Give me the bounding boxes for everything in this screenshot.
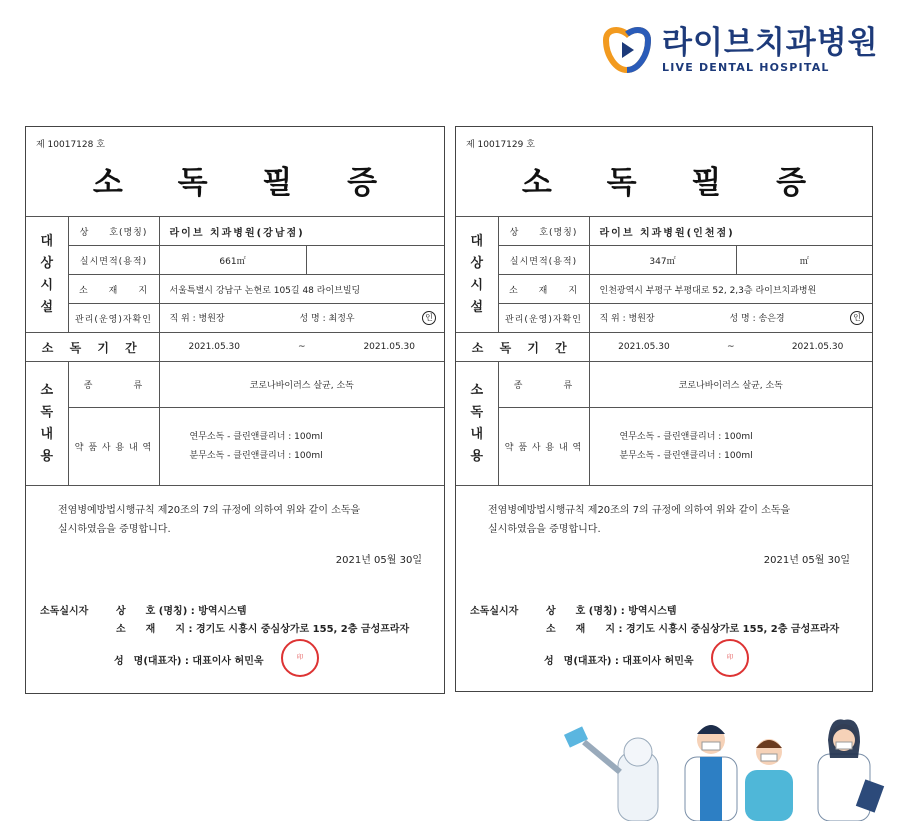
- seal-mark: 인: [422, 311, 436, 325]
- address-label: 소 재 지: [508, 285, 579, 296]
- statement-line: 실시하였음을 증명합니다.: [488, 524, 601, 535]
- nurse-figure: [745, 739, 793, 821]
- period-from: 2021.05.30: [618, 342, 670, 352]
- chemical-item: 분무소독 - 클린앤클리너 : 100ml: [189, 450, 323, 461]
- period-separator: ~: [297, 342, 306, 352]
- implementer-name-label: 상 호 (명칭) :: [546, 606, 625, 617]
- representative-name: 대표이사 허민욱: [192, 656, 264, 667]
- chemical-item: 분무소독 - 클린앤클리너 : 100ml: [619, 450, 753, 461]
- statement-line: 전염병예방법시행규칙 제20조의 7의 규정에 의하여 위와 같이 소독을: [488, 505, 791, 516]
- implementer-address: 경기도 시흥시 중심상가로 155, 2층 금성프라자: [195, 624, 410, 635]
- content-section-label: [26, 362, 68, 486]
- disinfection-certificate: [455, 126, 873, 692]
- chemical-label: 약 품 사 용 내 역: [74, 443, 153, 453]
- tooth-play-icon: [600, 26, 654, 74]
- hazmat-worker-figure: [564, 726, 658, 821]
- content-label: 소 독 내 용: [40, 382, 54, 464]
- certificate-table: [26, 216, 444, 486]
- facility-name: 라이브 치과병원(강남점): [169, 227, 305, 239]
- facility-section-label: [26, 217, 68, 333]
- implementer-name-label: 상 호 (명칭) :: [116, 606, 195, 617]
- implementer-info: [40, 603, 409, 671]
- name-label: 상 호(명칭): [79, 227, 148, 238]
- facility-address: 서울특별시 강남구 논현로 105길 48 라이브빌딩: [169, 285, 361, 296]
- representative-label: 성 명(대표자) :: [544, 656, 619, 667]
- implementer-name: 방역시스템: [198, 606, 247, 617]
- certificate-number: 제 10017128 호: [36, 140, 105, 150]
- area-label: 실시면적(용적): [509, 256, 578, 267]
- manager-position: 직 위 : 병원장: [599, 314, 655, 324]
- disinfection-kind: 코로나바이러스 살균, 소독: [678, 381, 783, 391]
- manager-name: 성 명 : 최정우: [299, 314, 355, 324]
- kind-label: 종 류: [83, 381, 144, 391]
- certificate-table: [456, 216, 872, 486]
- certification-statement: [58, 501, 360, 539]
- seal-mark: 인: [850, 311, 864, 325]
- chemical-item: 연무소독 - 클린앤클리너 : 100ml: [189, 431, 323, 442]
- area-volume-value: ㎡: [799, 256, 809, 267]
- area-label: 실시면적(용적): [79, 256, 148, 267]
- content-section-label: [456, 362, 498, 486]
- logo-name-ko: 라이브치과병원: [662, 24, 879, 61]
- content-label: 소 독 내 용: [470, 382, 484, 464]
- issue-date: 2021년 05월 30일: [763, 555, 850, 566]
- manager-position: 직 위 : 병원장: [169, 314, 225, 324]
- area-value: 661㎡: [219, 256, 246, 267]
- implementer-label: 소독실시자: [470, 606, 519, 617]
- manager-label: 관리(운영)자확인: [505, 314, 582, 325]
- implementer-address: 경기도 시흥시 중심상가로 155, 2층 금성프라자: [625, 624, 840, 635]
- implementer-name: 방역시스템: [628, 606, 677, 617]
- area-value: 347㎡: [649, 256, 676, 267]
- female-doctor-figure: [818, 719, 884, 821]
- representative-name: 대표이사 허민욱: [622, 656, 694, 667]
- kind-label: 종 류: [513, 381, 574, 391]
- period-to: 2021.05.30: [363, 342, 415, 352]
- chemical-label: 약 품 사 용 내 역: [504, 443, 583, 453]
- implementer-address-label: 소 재 지 :: [116, 624, 193, 635]
- name-label: 상 호(명칭): [509, 227, 578, 238]
- representative-label: 성 명(대표자) :: [114, 656, 189, 667]
- statement-line: 실시하였음을 증명합니다.: [58, 524, 171, 535]
- manager-name: 성 명 : 송은경: [729, 314, 785, 324]
- disinfection-kind: 코로나바이러스 살균, 소독: [249, 381, 354, 391]
- facility-address: 인천광역시 부평구 부평대로 52, 2,3층 라이브치과병원: [599, 285, 817, 296]
- chemical-item: 연무소독 - 클린앤클리너 : 100ml: [619, 431, 753, 442]
- statement-line: 전염병예방법시행규칙 제20조의 7의 규정에 의하여 위와 같이 소독을: [58, 505, 361, 516]
- issue-date: 2021년 05월 30일: [335, 555, 422, 566]
- period-label: 소 독 기 간: [471, 340, 573, 355]
- disinfection-certificate: [25, 126, 445, 694]
- implementer-label: 소독실시자: [40, 606, 89, 617]
- period-label: 소 독 기 간: [41, 340, 143, 355]
- company-seal-stamp: 印: [711, 639, 749, 677]
- certificate-title: 소 독 필 증: [92, 165, 400, 201]
- period-from: 2021.05.30: [188, 342, 240, 352]
- logo-name-en: LIVE DENTAL HOSPITAL: [662, 60, 830, 74]
- implementer-info: [470, 603, 839, 671]
- certification-statement: [488, 501, 790, 539]
- address-label: 소 재 지: [78, 285, 149, 296]
- implementer-address-label: 소 재 지 :: [546, 624, 623, 635]
- facility-section-label: [456, 217, 498, 333]
- company-seal-stamp: 印: [281, 639, 319, 677]
- doctor-figure: [685, 725, 737, 821]
- facility-label: 대 상 시 설: [40, 233, 54, 315]
- hospital-logo: [600, 26, 879, 74]
- certificate-title: 소 독 필 증: [521, 165, 829, 201]
- period-to: 2021.05.30: [791, 342, 844, 352]
- facility-name: 라이브 치과병원(인천점): [599, 227, 735, 239]
- facility-label: 대 상 시 설: [470, 233, 484, 315]
- medical-staff-illustration: [560, 712, 900, 821]
- period-separator: ~: [726, 342, 735, 352]
- manager-label: 관리(운영)자확인: [75, 314, 152, 325]
- certificate-number: 제 10017129 호: [466, 140, 535, 150]
